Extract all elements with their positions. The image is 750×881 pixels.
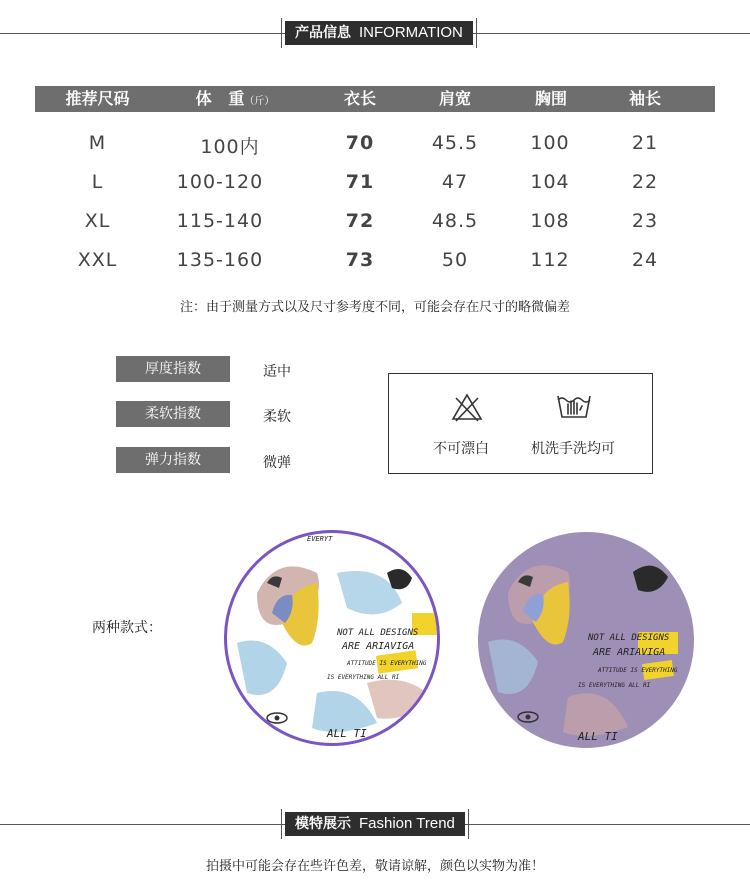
header-weight-unit: （斤） — [244, 96, 275, 107]
header-sleeve: 袖长 — [628, 89, 661, 108]
cell-size: XL — [84, 210, 111, 232]
cell-shoulder: 50 — [441, 249, 469, 271]
info-section-header — [285, 21, 473, 45]
care-instructions-box — [388, 373, 653, 474]
elasticity-index-label: 弹力指数 — [116, 447, 230, 473]
cell-length: 73 — [345, 249, 375, 271]
header-length: 衣长 — [343, 89, 376, 108]
print-text-line: IS EVERYTHING ALL RI — [578, 682, 651, 689]
size-table-header — [35, 86, 715, 112]
print-text-line: NOT ALL DESIGNS — [588, 633, 670, 643]
print-text-line: ARE ARIAVIGA — [593, 647, 666, 658]
no-bleach-icon — [451, 392, 483, 422]
cell-length: 72 — [345, 210, 375, 232]
softness-index-label: 柔软指数 — [116, 401, 230, 427]
cell-weight: 100内 — [200, 136, 260, 158]
cell-chest: 100 — [530, 132, 570, 154]
print-text-line: NOT ALL DESIGNS — [337, 628, 419, 638]
info-header-cn: 产品信息 — [295, 25, 351, 41]
cell-size: XXL — [77, 249, 118, 271]
white-variant-print — [227, 533, 437, 743]
hand-wash-icon — [556, 392, 592, 420]
cell-chest: 104 — [530, 171, 570, 193]
hand-wash-label: 机洗手洗均可 — [531, 441, 615, 457]
cell-weight: 135-160 — [176, 249, 264, 271]
cell-size: L — [91, 171, 104, 193]
print-text-line: EVERYT — [307, 535, 333, 543]
header-weight — [170, 86, 300, 112]
cell-chest: 112 — [530, 249, 570, 271]
two-styles-label: 两种款式： — [92, 620, 162, 636]
cell-weight: 100-120 — [176, 171, 264, 193]
cell-sleeve: 22 — [631, 171, 659, 193]
color-disclaimer: 拍摄中可能会存在些许色差，敬请谅解，颜色以实物为准！ — [205, 859, 544, 874]
cell-shoulder: 47 — [441, 171, 469, 193]
fashion-header-cn: 模特展示 — [295, 816, 351, 832]
thickness-index-value: 适中 — [263, 364, 291, 380]
measurement-note: 注：由于测量方式以及尺寸参考度不同，可能会存在尺寸的略微偏差 — [179, 300, 570, 315]
purple-variant-swatch — [478, 532, 694, 748]
purple-variant-print — [478, 532, 694, 748]
header-size: 推荐尺码 — [65, 89, 130, 108]
print-text-line: ALL TI — [327, 727, 367, 740]
thickness-index-label: 厚度指数 — [116, 356, 230, 382]
cell-sleeve: 21 — [631, 132, 659, 154]
fashion-header-en: Fashion Trend — [359, 815, 455, 832]
cell-sleeve: 23 — [631, 210, 659, 232]
cell-sleeve: 24 — [631, 249, 659, 271]
fashion-section-header — [285, 812, 465, 836]
white-variant-swatch — [224, 530, 440, 746]
softness-index-value: 柔软 — [263, 409, 291, 425]
print-text-line: IS EVERYTHING ALL RI — [327, 674, 400, 681]
cell-chest: 108 — [530, 210, 570, 232]
header-weight-label: 体 重 — [195, 89, 245, 108]
print-text-line: ARE ARIAVIGA — [342, 641, 415, 652]
cell-shoulder: 48.5 — [431, 210, 479, 232]
cell-weight: 115-140 — [176, 210, 264, 232]
no-bleach-label: 不可漂白 — [433, 441, 489, 457]
elasticity-index-value: 微弹 — [263, 455, 291, 471]
print-text-line: ATTITUDE IS EVERYTHING — [598, 667, 678, 674]
info-header-en: INFORMATION — [359, 24, 463, 41]
cell-length: 70 — [345, 132, 375, 154]
print-text-line: ALL TI — [578, 730, 618, 743]
cell-size: M — [88, 132, 107, 154]
header-shoulder: 肩宽 — [438, 89, 471, 108]
print-text-line: ATTITUDE IS EVERYTHING — [347, 660, 427, 667]
header-chest: 胸围 — [534, 89, 567, 108]
cell-shoulder: 45.5 — [431, 132, 479, 154]
cell-length: 71 — [345, 171, 375, 193]
